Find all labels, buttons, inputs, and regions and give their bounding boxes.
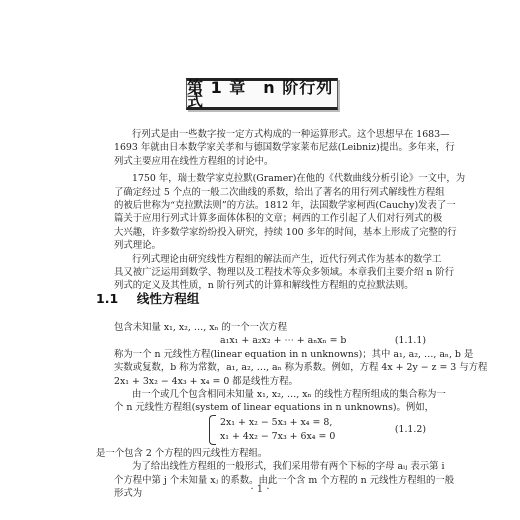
text-line: 行列式理论由研究线性方程组的解法而产生，近代行列式作为基本的数学工 xyxy=(132,253,442,265)
intro-paragraph-2 xyxy=(96,172,466,252)
definition-paragraph xyxy=(96,348,488,388)
equation-body: a₁x₁ + a₂x₂ + ⋯ + aₙxₙ = b xyxy=(220,335,347,347)
section-number: 1.1 xyxy=(96,291,119,306)
text-line: 个 n 元线性方程组(system of linear equations in n unknowns)。例如， xyxy=(114,402,435,414)
text-line: 为了给出线性方程组的一般形式，我们采用带有两个下标的字母 aᵢⱼ 表示第 i xyxy=(132,461,445,473)
text-line: 列式的定义及其性质，n 阶行列式的计算和解线性方程组的克拉默法则。 xyxy=(114,280,414,292)
chapter-title: 第 1 章 n 阶行列式 xyxy=(187,77,334,110)
text-line: 列式理论。 xyxy=(114,240,161,252)
text-line: 是一个包含 2 个方程的四元线性方程组。 xyxy=(96,447,268,459)
equation-number: (1.1.2) xyxy=(394,423,426,435)
text-line: 称为一个 n 元线性方程(linear equation in n unknowns)；其中 a₁, a₂, …, aₙ, b 是 xyxy=(114,348,474,360)
text-line: 列式主要应用在线性方程组的讨论中。 xyxy=(114,155,274,167)
text-line: 2x₁ + 3x₂ − 4x₃ + x₄ = 0 都是线性方程。 xyxy=(114,375,298,387)
text-line: 实数或复数，b 称为常数，a₁, a₂, …, aₙ 称为系数。例如，方程 4x + 2y − z = 3 与方程 xyxy=(114,362,488,374)
text-line: 1693 年就由日本数学家关孝和与德国数学家莱布尼兹(Leibniz)提出。多年来，行 xyxy=(114,142,455,154)
text-line: 形式为 xyxy=(114,488,143,500)
intro-paragraph-1 xyxy=(96,128,455,168)
system-equation-line: 2x₁ + x₂ − 5x₃ + x₄ = 8, xyxy=(220,416,333,428)
section-heading xyxy=(96,292,199,305)
system-equation-line: x₁ + 4x₂ − 7x₃ + 6x₄ = 0 xyxy=(220,430,336,442)
intro-block xyxy=(96,128,466,293)
equation-1-1-1 xyxy=(96,334,426,347)
text-line: 的被后世称为“克拉默法则”的方法。1812 年，法国数学家柯西(Cauchy)发表了一 xyxy=(114,200,456,212)
text-line: 了确定经过 5 个点的一般二次曲线的系数，给出了著名的用行列式解线性方程组 xyxy=(114,186,445,198)
text-line: 个方程中第 j 个未知量 xⱼ 的系数。由此一个含 m 个方程的 n 元线性方程组的一般 xyxy=(114,474,455,486)
equation-system-1-1-2 xyxy=(96,415,426,447)
page-number: · 1 · xyxy=(250,484,270,495)
section-title: 线性方程组 xyxy=(136,291,200,306)
text-line: 包含未知量 x₁, x₂, …, xₙ 的一个一次方程 xyxy=(114,322,288,333)
equation-number: (1.1.1) xyxy=(394,335,426,347)
text-line: 1750 年，瑞士数学家克拉默(Gramer)在他的《代数曲线分析引论》一文中，为 xyxy=(132,173,466,185)
text-line: 由一个或几个包含相同未知量 x₁, x₂, …, xₙ 的线性方程所组成的集合称为一 xyxy=(132,389,446,401)
text-line: 大兴趣，许多数学家纷纷投入研究，持续 100 多年的时间，基本上形成了完整的行 xyxy=(114,226,457,238)
system-paragraph xyxy=(96,388,446,415)
text-line: 具又被广泛运用到数学、物理以及工程技术等众多领域。本章我们主要介绍 n 阶行 xyxy=(114,267,455,279)
text-line: 行列式是由一些数字按一定方式构成的一种运算形式。这个思想早在 1683— xyxy=(132,129,450,140)
chapter-title-box xyxy=(186,78,338,110)
intro-paragraph-3 xyxy=(96,253,455,293)
text-line: 篇关于应用行列式计算多面体体积的文章；柯西的工作引起了人们对行列式的极 xyxy=(114,213,443,225)
section-body xyxy=(96,321,488,500)
left-brace xyxy=(209,415,216,445)
